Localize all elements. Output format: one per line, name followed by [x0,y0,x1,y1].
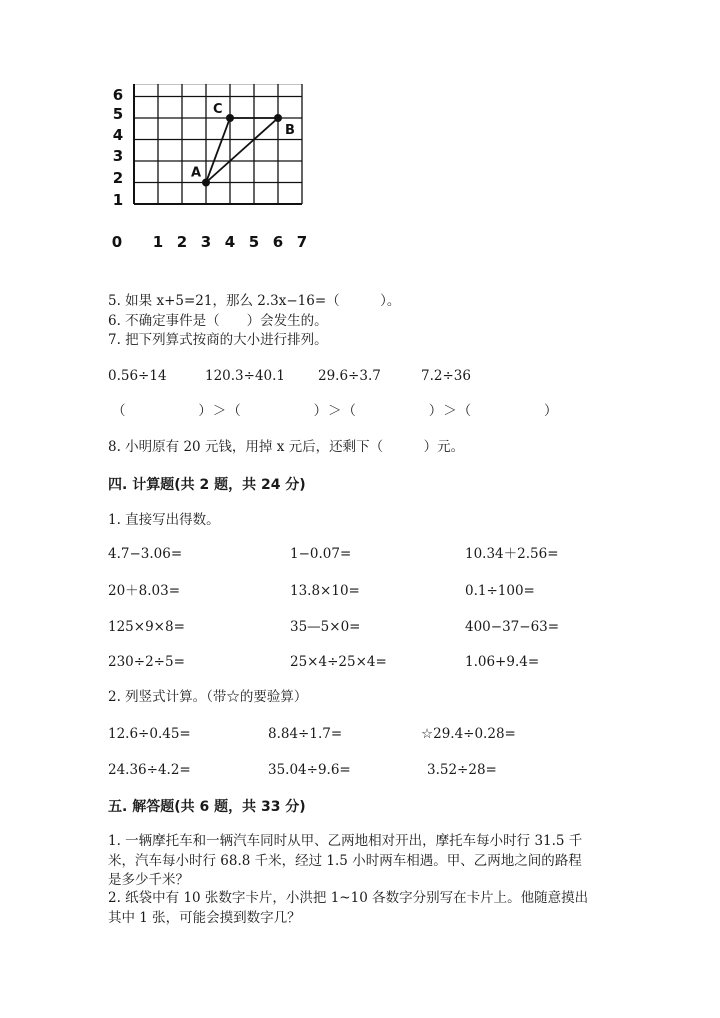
x-axis-label: 5 [248,233,260,251]
coordinate-grid-figure [104,84,314,254]
q7-item: 120.3÷40.1 [205,368,286,384]
point-label-a: A [191,165,202,181]
word-problem-2-line: 其中 1 张，可能会摸到数字几？ [108,910,301,926]
y-axis-label: 4 [112,126,124,144]
q7-order-blanks: （ ）＞（ ）＞（ ）＞（ ） [112,403,559,419]
point-c [226,114,234,122]
x-axis-label: 6 [272,233,284,251]
y-axis-label: 5 [112,105,124,123]
triangle-lines [206,118,278,183]
word-problem-2-line: 2. 纸袋中有 10 张数字卡片，小洪把 1~10 各数字分别写在卡片上。他随意摸出 [108,890,589,906]
calc-item: 20＋8.03= [108,583,181,599]
x-axis-label: 0 [111,233,123,251]
vertical-calc-item: 35.04÷9.6= [268,762,351,778]
q7-item: 7.2÷36 [421,368,471,384]
calc-item: 1−0.07= [290,546,352,562]
point-b [274,114,282,122]
section-4-q2-title: 2. 列竖式计算。（带☆的要验算） [108,689,308,705]
calc-item: 25×4÷25×4= [290,654,387,670]
x-axis-label: 4 [224,233,236,251]
word-problem-1-line: 米，汽车每小时行 68.8 千米，经过 1.5 小时两车相遇。甲、乙两地之间的路程 [108,853,582,869]
calc-item: 35—5×0= [290,619,361,635]
x-axis-label: 1 [152,233,164,251]
section-5-title: 五. 解答题(共 6 题，共 33 分) [108,799,306,815]
calc-item: 125×9×8= [108,619,185,635]
point-a [202,179,210,187]
y-axis-label: 3 [112,147,124,165]
y-axis-label: 6 [112,86,124,104]
calc-item: 10.34＋2.56= [465,546,559,562]
triangle-side [206,118,278,183]
word-problem-1-line: 1. 一辆摩托车和一辆汽车同时从甲、乙两地相对开出，摩托车每小时行 31.5 千 [108,833,583,849]
x-axis-label: 3 [200,233,212,251]
calc-item: 4.7−3.06= [108,546,183,562]
x-axis-label: 2 [176,233,188,251]
q7-item: 0.56÷14 [108,368,167,384]
point-label-b: B [285,123,295,138]
calc-item: 0.1÷100= [465,583,535,599]
question-7: 7. 把下列算式按商的大小进行排列。 [108,332,328,348]
vertical-calc-item: 3.52÷28= [427,762,497,778]
calc-item: 230÷2÷5= [108,654,185,670]
q7-item: 29.6÷3.7 [318,368,381,384]
x-axis-label: 7 [296,233,308,251]
vertical-calc-item: 24.36÷4.2= [108,762,191,778]
section-4-title: 四. 计算题(共 2 题，共 24 分) [108,477,306,493]
vertical-calc-item: 12.6÷0.45= [108,726,191,742]
vertical-calc-item: 8.84÷1.7= [268,726,343,742]
y-axis-label: 1 [112,191,124,209]
calc-item: 1.06+9.4= [465,654,540,670]
point-label-c: C [213,102,223,117]
question-8: 8. 小明原有 20 元钱，用掉 x 元后，还剩下（ ）元。 [108,439,465,455]
section-4-q1-title: 1. 直接写出得数。 [108,512,220,528]
question-6: 6. 不确定事件是（ ）会发生的。 [108,313,328,329]
calc-item: 13.8×10= [290,583,360,599]
y-axis-label: 2 [112,169,124,187]
word-problem-1-line: 是多少千米？ [108,872,189,888]
question-5: 5. 如果 x+5=21，那么 2.3x−16=（ ）。 [108,293,401,309]
calc-item: 400−37−63= [465,619,560,635]
vertical-calc-item: ☆29.4÷0.28= [421,726,516,742]
